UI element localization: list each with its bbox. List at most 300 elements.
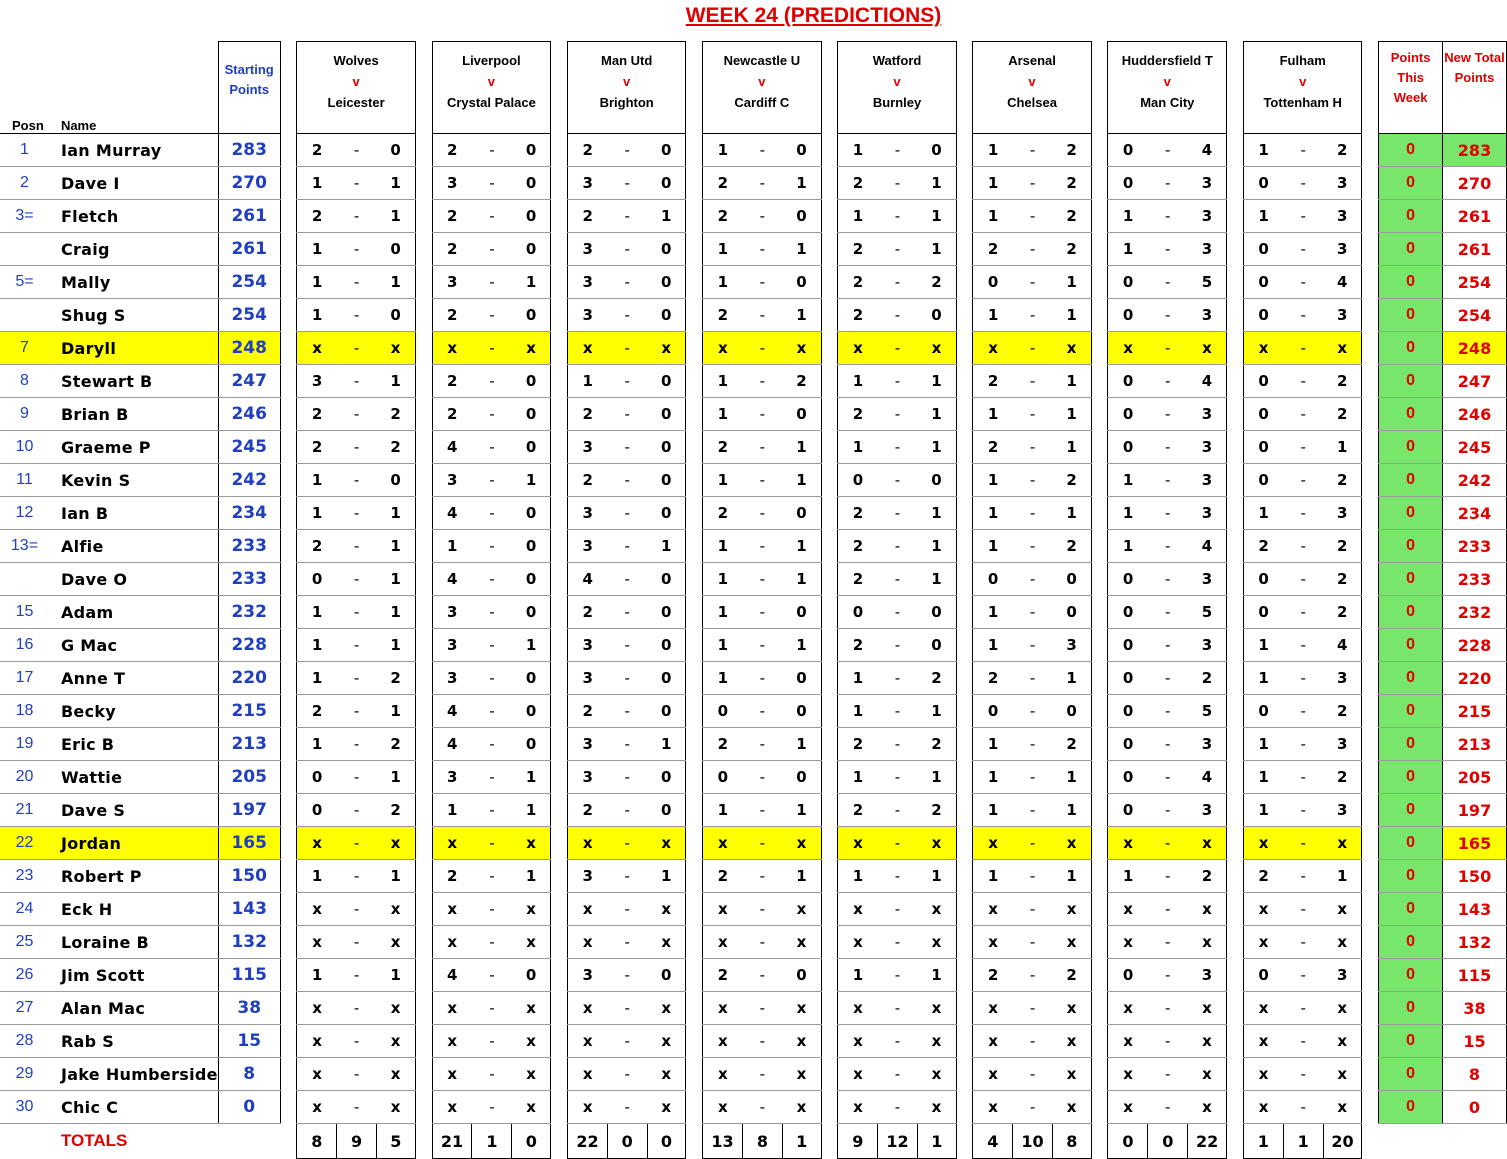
position-cell xyxy=(0,299,49,332)
score-separator: - xyxy=(472,1091,512,1124)
home-score-prediction: 0 xyxy=(297,761,337,794)
home-score-prediction: 2 xyxy=(703,167,743,200)
player-name: Mally xyxy=(49,266,218,299)
score-separator: - xyxy=(1148,827,1188,860)
away-score-prediction: 0 xyxy=(512,167,551,200)
home-score-prediction: 3 xyxy=(568,662,608,695)
score-separator: - xyxy=(337,1091,377,1124)
home-score-prediction: x xyxy=(297,827,337,860)
home-score-prediction: 2 xyxy=(297,134,337,167)
score-separator: - xyxy=(742,926,782,959)
away-score-prediction: 1 xyxy=(782,431,821,464)
away-score-prediction: 2 xyxy=(917,662,956,695)
player-name: Alfie xyxy=(49,530,218,563)
versus-label: v xyxy=(1163,74,1171,89)
away-score-prediction: 1 xyxy=(376,695,415,728)
score-separator: - xyxy=(1148,629,1188,662)
player-row xyxy=(0,959,1507,992)
player-row xyxy=(0,1058,1507,1091)
home-win-total: 8 xyxy=(297,1124,337,1159)
home-score-prediction: 2 xyxy=(703,860,743,893)
starting-points-cell: 233 xyxy=(218,563,280,596)
home-score-prediction: 1 xyxy=(703,662,743,695)
away-score-prediction: 2 xyxy=(1323,365,1362,398)
home-win-total: 0 xyxy=(1108,1124,1148,1159)
points-this-week-cell: 0 xyxy=(1379,431,1443,464)
score-separator: - xyxy=(878,893,918,926)
home-score-prediction: x xyxy=(1108,1058,1148,1091)
home-score-prediction: 0 xyxy=(1108,695,1148,728)
score-separator: - xyxy=(1148,563,1188,596)
score-separator: - xyxy=(1013,167,1053,200)
away-score-prediction: x xyxy=(917,1091,956,1124)
score-separator: - xyxy=(607,167,647,200)
starting-points-cell: 150 xyxy=(218,860,280,893)
position-cell: 9 xyxy=(0,398,49,431)
away-score-prediction: 1 xyxy=(376,167,415,200)
away-score-prediction: 1 xyxy=(1052,266,1091,299)
away-score-prediction: 0 xyxy=(647,761,686,794)
home-score-prediction: 1 xyxy=(1108,464,1148,497)
home-score-prediction: 1 xyxy=(703,530,743,563)
home-score-prediction: 2 xyxy=(973,365,1013,398)
away-score-prediction: x xyxy=(1052,827,1091,860)
position-cell: 26 xyxy=(0,959,49,992)
position-cell: 25 xyxy=(0,926,49,959)
home-score-prediction: x xyxy=(432,926,472,959)
home-score-prediction: 3 xyxy=(432,266,472,299)
player-row xyxy=(0,266,1507,299)
away-score-prediction: 1 xyxy=(782,728,821,761)
score-separator: - xyxy=(1148,266,1188,299)
player-name: Jim Scott xyxy=(49,959,218,992)
versus-label: v xyxy=(1299,74,1307,89)
starting-points-cell: 15 xyxy=(218,1025,280,1058)
score-separator: - xyxy=(472,959,512,992)
score-separator: - xyxy=(337,893,377,926)
score-separator: - xyxy=(337,695,377,728)
score-separator: - xyxy=(878,1058,918,1091)
score-separator: - xyxy=(1013,266,1053,299)
home-score-prediction: 4 xyxy=(432,497,472,530)
home-score-prediction: 0 xyxy=(1108,563,1148,596)
score-separator: - xyxy=(472,992,512,1025)
score-separator: - xyxy=(337,662,377,695)
home-score-prediction: x xyxy=(1243,332,1283,365)
home-score-prediction: 0 xyxy=(1243,233,1283,266)
starting-points-cell: 197 xyxy=(218,794,280,827)
player-name: Chic C xyxy=(49,1091,218,1124)
score-separator: - xyxy=(878,959,918,992)
score-separator: - xyxy=(742,299,782,332)
home-score-prediction: 1 xyxy=(973,167,1013,200)
points-this-week-cell: 0 xyxy=(1379,167,1443,200)
score-separator: - xyxy=(878,464,918,497)
score-separator: - xyxy=(878,794,918,827)
away-score-prediction: 2 xyxy=(1052,728,1091,761)
player-row xyxy=(0,200,1507,233)
score-separator: - xyxy=(878,530,918,563)
score-separator: - xyxy=(472,926,512,959)
away-score-prediction: 1 xyxy=(1052,299,1091,332)
player-name: Brian B xyxy=(49,398,218,431)
away-score-prediction: 2 xyxy=(917,728,956,761)
home-score-prediction: 1 xyxy=(1108,497,1148,530)
away-score-prediction: 2 xyxy=(1323,134,1362,167)
away-win-total: 8 xyxy=(1052,1124,1091,1159)
player-row xyxy=(0,398,1507,431)
home-score-prediction: x xyxy=(568,893,608,926)
away-score-prediction: 1 xyxy=(647,530,686,563)
away-score-prediction: x xyxy=(647,1091,686,1124)
home-score-prediction: 1 xyxy=(973,200,1013,233)
score-separator: - xyxy=(472,893,512,926)
away-score-prediction: x xyxy=(376,893,415,926)
away-score-prediction: 3 xyxy=(1188,167,1227,200)
score-separator: - xyxy=(472,530,512,563)
match-header xyxy=(703,42,822,134)
away-score-prediction: 0 xyxy=(512,398,551,431)
home-score-prediction: 1 xyxy=(973,629,1013,662)
home-score-prediction: x xyxy=(1243,1091,1283,1124)
starting-points-cell: 246 xyxy=(218,398,280,431)
draw-total: 12 xyxy=(878,1124,918,1159)
points-this-week-cell: 0 xyxy=(1379,1058,1443,1091)
home-score-prediction: x xyxy=(1108,827,1148,860)
starting-points-cell: 8 xyxy=(218,1058,280,1091)
away-score-prediction: 0 xyxy=(512,200,551,233)
away-score-prediction: 0 xyxy=(512,728,551,761)
away-win-total: 20 xyxy=(1323,1124,1362,1159)
score-separator: - xyxy=(1013,497,1053,530)
new-total-cell: 270 xyxy=(1443,167,1507,200)
home-score-prediction: x xyxy=(973,893,1013,926)
away-score-prediction: 1 xyxy=(917,497,956,530)
score-separator: - xyxy=(1148,167,1188,200)
points-this-week-cell: 0 xyxy=(1379,563,1443,596)
home-win-total: 21 xyxy=(432,1124,472,1159)
score-separator: - xyxy=(742,398,782,431)
score-separator: - xyxy=(1148,398,1188,431)
predictions-table xyxy=(0,41,1507,1159)
versus-label: v xyxy=(623,74,631,89)
away-score-prediction: 3 xyxy=(1323,200,1362,233)
away-score-prediction: 0 xyxy=(512,431,551,464)
away-score-prediction: 3 xyxy=(1188,629,1227,662)
away-score-prediction: 2 xyxy=(1323,530,1362,563)
home-score-prediction: 1 xyxy=(1243,794,1283,827)
home-score-prediction: 1 xyxy=(432,530,472,563)
points-this-week-cell: 0 xyxy=(1379,860,1443,893)
score-separator: - xyxy=(878,200,918,233)
away-score-prediction: 2 xyxy=(1323,563,1362,596)
score-separator: - xyxy=(1148,1091,1188,1124)
score-separator: - xyxy=(1283,761,1323,794)
score-separator: - xyxy=(607,365,647,398)
score-separator: - xyxy=(607,497,647,530)
score-separator: - xyxy=(1013,365,1053,398)
away-score-prediction: 0 xyxy=(917,299,956,332)
away-score-prediction: 3 xyxy=(1188,299,1227,332)
home-score-prediction: 1 xyxy=(703,629,743,662)
score-separator: - xyxy=(337,827,377,860)
score-separator: - xyxy=(337,926,377,959)
home-score-prediction: x xyxy=(1108,332,1148,365)
home-score-prediction: 2 xyxy=(432,860,472,893)
match-header xyxy=(1108,42,1227,134)
points-this-week-cell: 0 xyxy=(1379,959,1443,992)
home-score-prediction: 3 xyxy=(568,266,608,299)
away-score-prediction: 1 xyxy=(376,266,415,299)
away-score-prediction: 2 xyxy=(1052,167,1091,200)
away-win-total: 5 xyxy=(376,1124,415,1159)
away-score-prediction: x xyxy=(512,992,551,1025)
draw-total: 0 xyxy=(607,1124,647,1159)
away-score-prediction: x xyxy=(376,332,415,365)
position-cell: 1 xyxy=(0,134,49,167)
new-total-cell: 246 xyxy=(1443,398,1507,431)
away-score-prediction: x xyxy=(1323,1025,1362,1058)
player-row xyxy=(0,233,1507,266)
position-cell: 18 xyxy=(0,695,49,728)
away-score-prediction: x xyxy=(1188,893,1227,926)
home-score-prediction: 0 xyxy=(1108,365,1148,398)
versus-label: v xyxy=(893,74,901,89)
away-win-total: 1 xyxy=(782,1124,821,1159)
position-cell: 7 xyxy=(0,332,49,365)
score-separator: - xyxy=(607,695,647,728)
score-separator: - xyxy=(878,233,918,266)
score-separator: - xyxy=(742,860,782,893)
starting-points-cell: 254 xyxy=(218,299,280,332)
away-score-prediction: 0 xyxy=(782,959,821,992)
home-score-prediction: x xyxy=(568,332,608,365)
away-score-prediction: 5 xyxy=(1188,266,1227,299)
away-score-prediction: x xyxy=(1323,1091,1362,1124)
score-separator: - xyxy=(1283,629,1323,662)
away-score-prediction: 1 xyxy=(782,794,821,827)
home-score-prediction: x xyxy=(1108,1091,1148,1124)
new-total-cell: 261 xyxy=(1443,233,1507,266)
away-score-prediction: 1 xyxy=(512,266,551,299)
away-score-prediction: 4 xyxy=(1188,134,1227,167)
score-separator: - xyxy=(607,860,647,893)
position-cell: 16 xyxy=(0,629,49,662)
starting-points-cell: 247 xyxy=(218,365,280,398)
away-score-prediction: 3 xyxy=(1188,959,1227,992)
home-score-prediction: 3 xyxy=(432,167,472,200)
away-score-prediction: x xyxy=(376,1025,415,1058)
away-team: Tottenham H xyxy=(1263,95,1342,110)
score-separator: - xyxy=(742,167,782,200)
home-score-prediction: 2 xyxy=(432,134,472,167)
points-this-week-cell: 0 xyxy=(1379,827,1443,860)
away-score-prediction: 1 xyxy=(1052,365,1091,398)
away-score-prediction: 2 xyxy=(1323,761,1362,794)
points-this-week-cell: 0 xyxy=(1379,629,1443,662)
home-score-prediction: 2 xyxy=(568,464,608,497)
score-separator: - xyxy=(1013,926,1053,959)
home-score-prediction: 2 xyxy=(973,431,1013,464)
away-score-prediction: x xyxy=(1323,992,1362,1025)
away-score-prediction: 1 xyxy=(1323,860,1362,893)
home-score-prediction: x xyxy=(568,827,608,860)
home-score-prediction: 2 xyxy=(432,233,472,266)
home-score-prediction: 1 xyxy=(297,167,337,200)
score-separator: - xyxy=(472,662,512,695)
home-score-prediction: x xyxy=(703,332,743,365)
away-score-prediction: 3 xyxy=(1188,563,1227,596)
player-name: Dave O xyxy=(49,563,218,596)
home-score-prediction: 0 xyxy=(1108,794,1148,827)
score-separator: - xyxy=(607,794,647,827)
new-total-cell: 213 xyxy=(1443,728,1507,761)
position-cell: 27 xyxy=(0,992,49,1025)
away-score-prediction: x xyxy=(376,1091,415,1124)
player-name: Wattie xyxy=(49,761,218,794)
score-separator: - xyxy=(337,365,377,398)
player-name: Becky xyxy=(49,695,218,728)
away-score-prediction: 2 xyxy=(1323,695,1362,728)
home-score-prediction: 1 xyxy=(703,134,743,167)
totals-row xyxy=(0,1124,1507,1159)
home-score-prediction: 1 xyxy=(297,728,337,761)
home-score-prediction: 2 xyxy=(568,134,608,167)
home-score-prediction: 1 xyxy=(703,596,743,629)
home-score-prediction: x xyxy=(838,893,878,926)
away-score-prediction: 3 xyxy=(1323,728,1362,761)
home-score-prediction: 0 xyxy=(1108,959,1148,992)
home-score-prediction: 2 xyxy=(838,233,878,266)
away-score-prediction: x xyxy=(1052,992,1091,1025)
away-score-prediction: x xyxy=(512,1058,551,1091)
score-separator: - xyxy=(1283,1091,1323,1124)
away-score-prediction: x xyxy=(917,926,956,959)
player-name: Graeme P xyxy=(49,431,218,464)
away-score-prediction: x xyxy=(647,827,686,860)
home-score-prediction: 1 xyxy=(297,596,337,629)
away-score-prediction: 1 xyxy=(512,761,551,794)
away-score-prediction: 1 xyxy=(917,959,956,992)
score-separator: - xyxy=(1148,332,1188,365)
new-total-cell: 245 xyxy=(1443,431,1507,464)
home-score-prediction: 1 xyxy=(838,200,878,233)
score-separator: - xyxy=(742,893,782,926)
home-score-prediction: 1 xyxy=(297,662,337,695)
home-score-prediction: 1 xyxy=(1108,200,1148,233)
score-separator: - xyxy=(878,992,918,1025)
away-score-prediction: 0 xyxy=(647,464,686,497)
away-score-prediction: 3 xyxy=(1188,464,1227,497)
home-score-prediction: 4 xyxy=(568,563,608,596)
home-score-prediction: x xyxy=(838,1025,878,1058)
away-score-prediction: 1 xyxy=(376,563,415,596)
home-score-prediction: 1 xyxy=(838,662,878,695)
home-score-prediction: 2 xyxy=(703,431,743,464)
home-score-prediction: x xyxy=(703,1058,743,1091)
home-score-prediction: 0 xyxy=(1108,398,1148,431)
home-score-prediction: 0 xyxy=(1243,398,1283,431)
away-score-prediction: 4 xyxy=(1188,365,1227,398)
player-row xyxy=(0,1091,1507,1124)
player-row xyxy=(0,728,1507,761)
home-score-prediction: 1 xyxy=(297,464,337,497)
away-score-prediction: x xyxy=(512,332,551,365)
new-total-cell: 0 xyxy=(1443,1091,1507,1124)
score-separator: - xyxy=(1148,134,1188,167)
home-score-prediction: 1 xyxy=(1243,629,1283,662)
away-score-prediction: x xyxy=(1323,893,1362,926)
home-score-prediction: 1 xyxy=(973,134,1013,167)
score-separator: - xyxy=(1283,695,1323,728)
score-separator: - xyxy=(1013,1025,1053,1058)
position-cell: 13= xyxy=(0,530,49,563)
home-score-prediction: 1 xyxy=(703,464,743,497)
away-score-prediction: 1 xyxy=(376,596,415,629)
away-score-prediction: 0 xyxy=(512,662,551,695)
score-separator: - xyxy=(607,893,647,926)
player-row xyxy=(0,662,1507,695)
posn-header: Posn xyxy=(0,42,49,134)
score-separator: - xyxy=(607,827,647,860)
position-cell: 2 xyxy=(0,167,49,200)
away-score-prediction: 3 xyxy=(1188,200,1227,233)
score-separator: - xyxy=(472,299,512,332)
score-separator: - xyxy=(607,134,647,167)
match-header xyxy=(297,42,415,134)
away-score-prediction: x xyxy=(782,332,821,365)
home-score-prediction: 3 xyxy=(432,629,472,662)
away-score-prediction: x xyxy=(512,893,551,926)
home-score-prediction: 0 xyxy=(1243,563,1283,596)
score-separator: - xyxy=(1283,860,1323,893)
home-score-prediction: x xyxy=(1108,893,1148,926)
versus-label: v xyxy=(487,74,495,89)
player-name: Ian Murray xyxy=(49,134,218,167)
new-total-cell: 15 xyxy=(1443,1025,1507,1058)
new-total-cell: 8 xyxy=(1443,1058,1507,1091)
away-score-prediction: 4 xyxy=(1188,530,1227,563)
new-total-cell: 283 xyxy=(1443,134,1507,167)
away-score-prediction: x xyxy=(1052,926,1091,959)
starting-points-cell: 205 xyxy=(218,761,280,794)
home-score-prediction: x xyxy=(703,926,743,959)
home-score-prediction: x xyxy=(568,1025,608,1058)
score-separator: - xyxy=(607,1091,647,1124)
score-separator: - xyxy=(472,431,512,464)
versus-label: v xyxy=(758,74,766,89)
home-score-prediction: 2 xyxy=(1243,530,1283,563)
home-score-prediction: 2 xyxy=(568,200,608,233)
home-score-prediction: 3 xyxy=(568,530,608,563)
score-separator: - xyxy=(607,530,647,563)
score-separator: - xyxy=(1148,893,1188,926)
away-score-prediction: 0 xyxy=(782,497,821,530)
home-score-prediction: 0 xyxy=(1108,596,1148,629)
home-team: Wolves xyxy=(333,53,379,68)
away-score-prediction: 1 xyxy=(917,761,956,794)
away-score-prediction: 2 xyxy=(376,794,415,827)
player-name: Robert P xyxy=(49,860,218,893)
home-score-prediction: 2 xyxy=(838,266,878,299)
player-row xyxy=(0,827,1507,860)
score-separator: - xyxy=(742,629,782,662)
score-separator: - xyxy=(1013,233,1053,266)
score-separator: - xyxy=(1283,167,1323,200)
position-cell: 19 xyxy=(0,728,49,761)
away-score-prediction: 0 xyxy=(512,365,551,398)
score-separator: - xyxy=(1013,992,1053,1025)
